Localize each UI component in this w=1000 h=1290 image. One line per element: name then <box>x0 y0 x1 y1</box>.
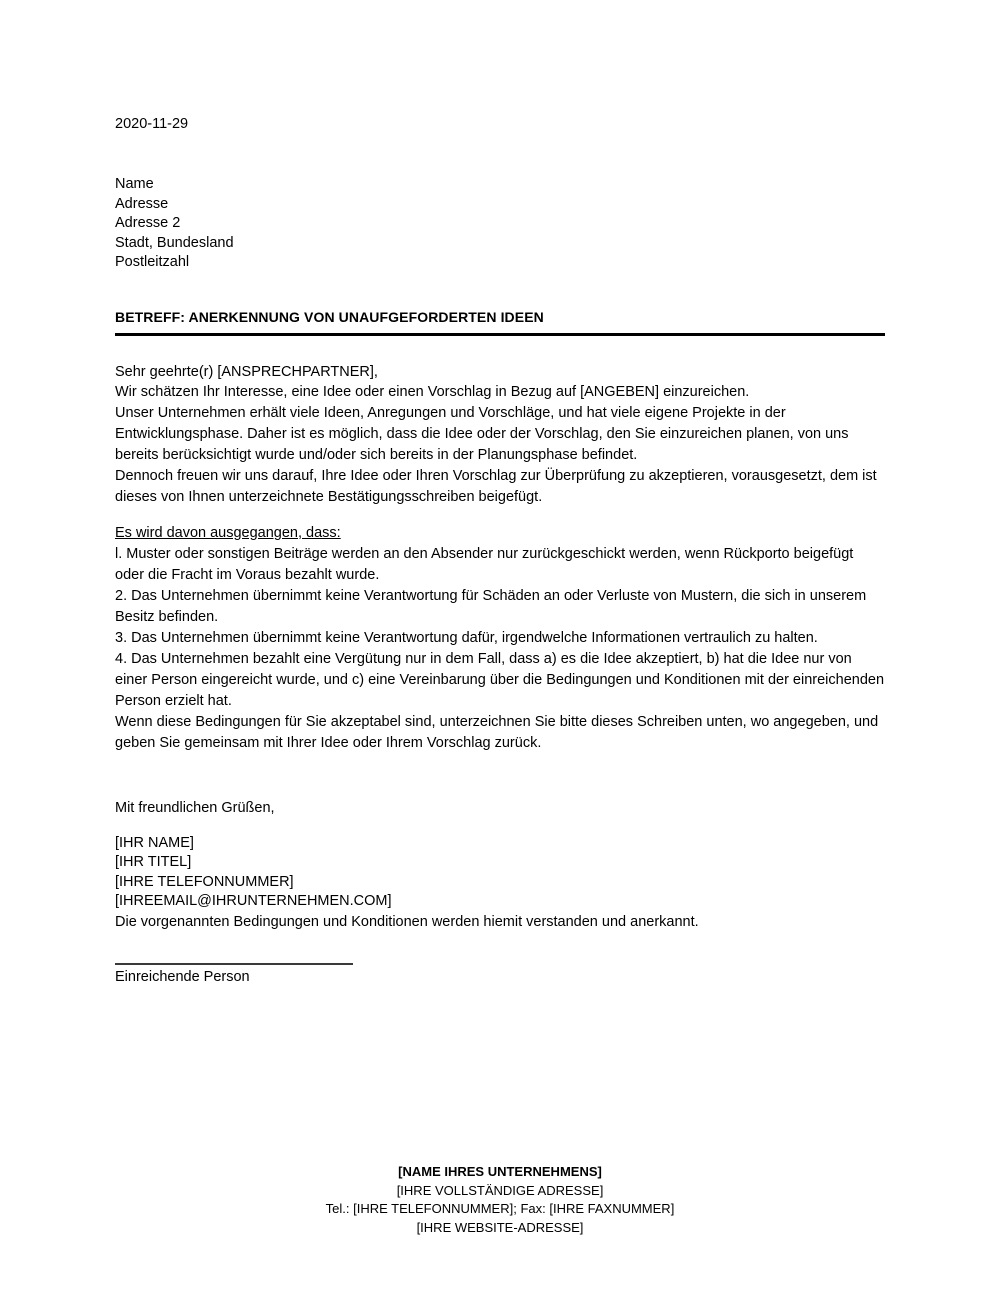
subject-divider <box>115 333 885 336</box>
recipient-postal-code: Postleitzahl <box>115 254 190 270</box>
sender-title: [IHR TITEL] <box>115 854 192 870</box>
paragraph-three: Dennoch freuen wir uns darauf, Ihre Idee oder Ihren Vorschlag zur Überprüfung zu akzeptieren, vorausgesetzt, dem ist dieses von Ihnen unterzeichnete Bestätigungsschreiben beigefügt. <box>115 467 877 505</box>
footer-website: [IHRE WEBSITE-ADRESSE] <box>416 1219 584 1235</box>
salutation: Sehr geehrte(r) [ANSPRECHPARTNER], <box>115 363 378 380</box>
footer-address: [IHRE VOLLSTÄNDIGE ADRESSE] <box>396 1182 604 1198</box>
closing-paragraph: Wenn diese Bedingungen für Sie akzeptabel sind, unterzeichnen Sie bitte dieses Schreiben unten, wo angegeben, und geben Sie gemeinsam mit Ihrer Idee oder Ihrem Vorschlag zurück. <box>115 713 879 751</box>
recipient-city-state: Stadt, Bundesland <box>115 234 234 251</box>
recipient-address-line-2: Adresse 2 <box>115 215 181 231</box>
sender-name: [IHR NAME] <box>115 834 194 851</box>
sender-email: [IHREEMAIL@IHRUNTERNEHMEN.COM] <box>115 893 392 909</box>
conditions-heading-wrapper <box>115 523 885 544</box>
recipient-name: Name <box>115 176 154 192</box>
signature-label: Einreichende Person <box>115 968 250 985</box>
subject-line: BETREFF: ANERKENNUNG VON UNAUFGEFORDERTEN IDEEN <box>115 308 544 325</box>
condition-item-4: 4. Das Unternehmen bezahlt eine Vergütung nur in dem Fall, dass a) es die Idee akzeptiert, b) hat die Idee nur von einer Person eingereicht wurde, und c) eine Vereinbarung über die Bedingungen und Konditionen mit der einreichenden Person erzielt hat. <box>115 650 885 709</box>
letter-date: 2020-11-29 <box>115 116 189 132</box>
conditions-heading: Es wird davon ausgegangen, dass: <box>115 524 341 541</box>
sender-phone: [IHRE TELEFONNUMMER] <box>115 873 294 890</box>
acknowledgement-text: Die vorgenannten Bedingungen und Konditionen werden hiemit verstanden und anerkannt. <box>115 913 699 930</box>
condition-item-1: l. Muster oder sonstigen Beiträge werden an den Absender nur zurückgeschickt werden, wenn Rückporto beigefügt oder die Fracht im Voraus bezahlt wurde. <box>115 545 854 583</box>
recipient-address-line-1: Adresse <box>115 195 169 212</box>
recipient-address-block <box>115 175 885 273</box>
footer-company-name: [NAME IHRES UNTERNEHMENS] <box>398 1164 602 1179</box>
sender-contact-block <box>115 834 885 912</box>
paragraph-two: Unser Unternehmen erhält viele Ideen, Anregungen und Vorschläge, und hat viele eigene Projekte in der Entwicklungsphase. Daher ist es möglich, dass die Idee oder der Vorschlag, den Sie einzureichen planen, von uns bereits berücksichtigt wurde und/oder sich bereits in der Planungsphase befindet. <box>115 404 849 463</box>
intro-paragraph: Wir schätzen Ihr Interesse, eine Idee oder einen Vorschlag in Bezug auf [ANGEBEN] einzureichen. <box>115 383 750 400</box>
page-footer <box>0 1163 1000 1237</box>
footer-phone-fax: Tel.: [IHRE TELEFONNUMMER]; Fax: [IHRE FAXNUMMER] <box>325 1201 675 1216</box>
letter-body <box>115 114 885 987</box>
signoff-line: Mit freundlichen Grüßen, <box>115 799 275 816</box>
condition-item-2: 2. Das Unternehmen übernimmt keine Verantwortung für Schäden an oder Verluste von Mustern, die sich in unserem Besitz befinden. <box>115 587 867 625</box>
signature-line <box>115 963 353 965</box>
condition-item-3: 3. Das Unternehmen übernimmt keine Verantwortung dafür, irgendwelche Informationen vertraulich zu halten. <box>115 629 818 646</box>
